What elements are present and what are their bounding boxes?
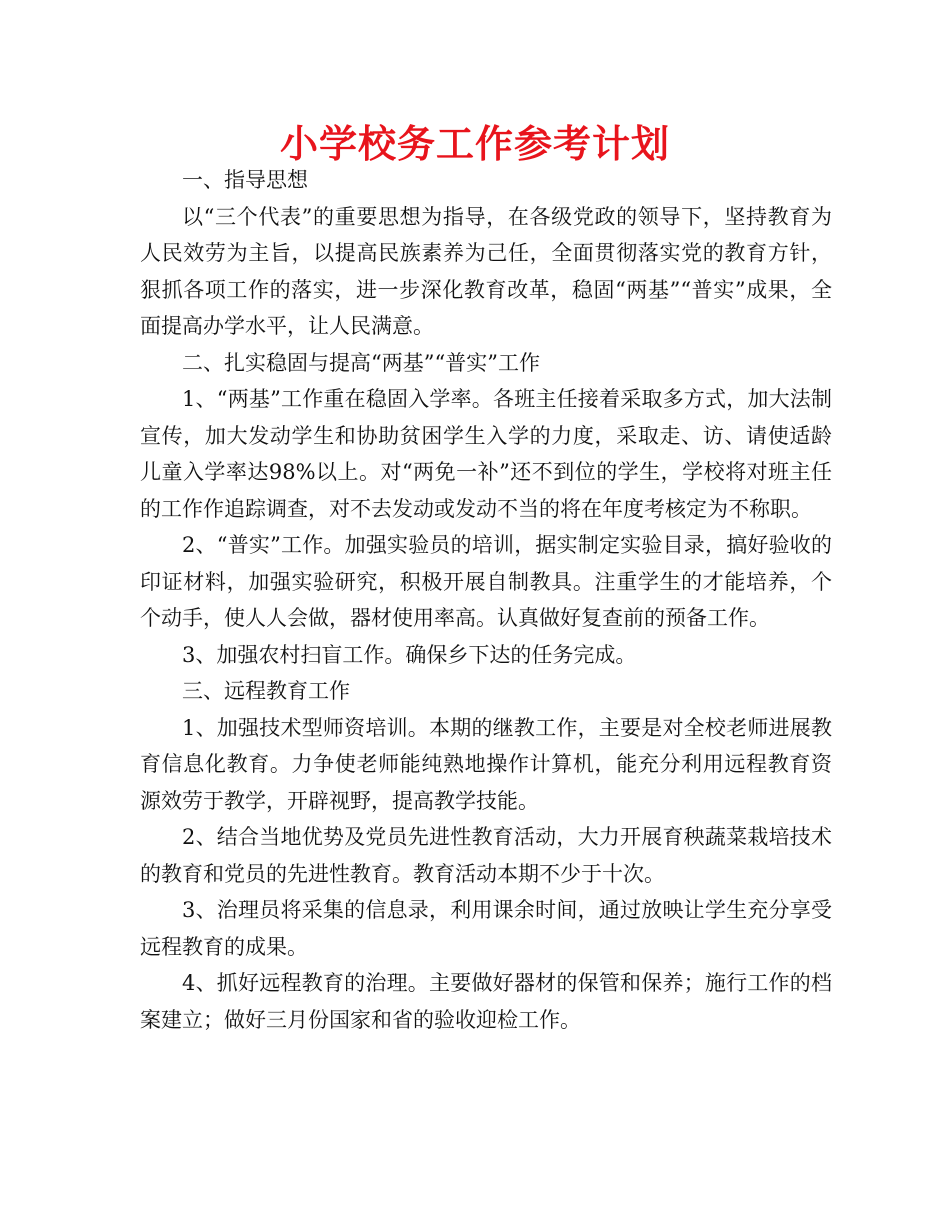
paragraph-liangji-item-2: 2、“普实”工作。加强实验员的培训，据实制定实验目录，搞好验收的印证材料，加强实验研究，积极开展自制教具。注重学生的才能培养，个个动手，使人人会做，器材使用率高。认真做好复查前的预备工作。 — [140, 533, 832, 630]
paragraph-remote-item-4: 4、抓好远程教育的治理。主要做好器材的保管和保养；施行工作的档案建立；做好三月份国家和省的验收迎检工作。 — [140, 971, 832, 1032]
heading-remote-education: 三、远程教育工作 — [182, 679, 350, 703]
paragraph-remote-item-2: 2、结合当地优势及党员先进性教育活动，大力开展育秧蔬菜栽培技术的教育和党员的先进性教育。教育活动本期不少于十次。 — [140, 825, 832, 886]
paragraph-guiding-ideology: 以“三个代表”的重要思想为指导，在各级党政的领导下，坚持教育为人民效劳为主旨，以提高民族素养为己任，全面贯彻落实党的教育方针，狠抓各项工作的落实，进一步深化教育改革，稳固“两基”“普实”成果，全面提高办学水平，让人民满意。 — [140, 204, 832, 338]
paragraph-remote-item-3: 3、治理员将采集的信息录，利用课余时间，通过放映让学生充分享受远程教育的成果。 — [140, 898, 832, 959]
paragraph-liangji-item-3: 3、加强农村扫盲工作。确保乡下达的任务完成。 — [182, 642, 637, 667]
heading-guiding-ideology: 一、指导思想 — [182, 168, 308, 192]
document-body — [140, 162, 832, 1038]
paragraph-remote-item-1: 1、加强技术型师资培训。本期的继教工作，主要是对全校老师进展教育信息化教育。力争使老师能纯熟地操作计算机，能充分利用远程教育资源效劳于教学，开辟视野，提高教学技能。 — [140, 715, 832, 813]
document-title: 小学校务工作参考计划 — [279, 121, 670, 166]
paragraph-liangji-item-1: 1、“两基”工作重在稳固入学率。各班主任接着采取多方式，加大法制宣传，加大发动学生和协助贫困学生入学的力度，采取走、访、请使适龄儿童入学率达98%以上。对“两免一补”还不到位的学生，学校将对班主任的工作作追踪调查，对不去发动或发动不当的将在年度考核定为不称职。 — [140, 387, 832, 521]
heading-liangji-pushi: 二、扎实稳固与提高“两基”“普实”工作 — [182, 350, 540, 375]
